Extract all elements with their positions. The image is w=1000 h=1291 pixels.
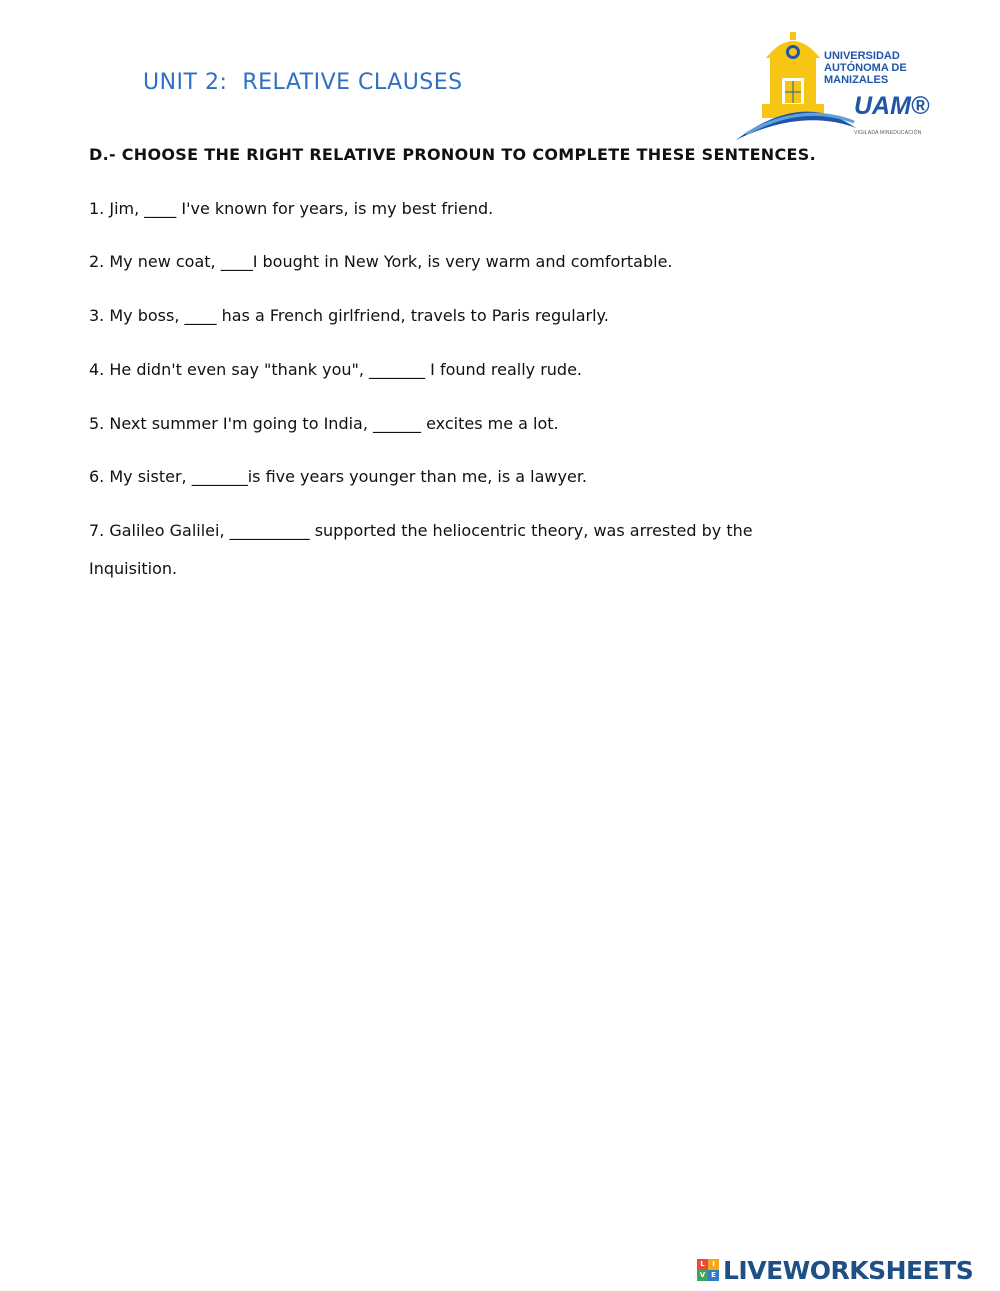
logo-acronym: UAM® <box>854 92 930 120</box>
exercise-item: 5. Next summer I'm going to India, ______ excites me a lot. <box>89 414 559 433</box>
exercise-item: 2. My new coat, ____I bought in New York, is very warm and comfortable. <box>89 252 673 271</box>
university-logo <box>732 30 932 142</box>
exercise-item: 7. Galileo Galilei, __________ supported the heliocentric theory, was arrested by the <box>89 521 753 540</box>
instruction-heading: D.- CHOOSE THE RIGHT RELATIVE PRONOUN TO COMPLETE THESE SENTENCES. <box>89 145 816 164</box>
exercise-item: 4. He didn't even say "thank you", _______ I found really rude. <box>89 360 583 379</box>
liveworksheets-logo-icon <box>697 1259 719 1281</box>
logo-text-line: AUTÓNOMA DE <box>824 62 907 74</box>
exercise-item: 1. Jim, ____ I've known for years, is my best friend. <box>89 199 494 218</box>
logo-text-line: UNIVERSIDAD <box>824 50 900 62</box>
exercise-item: 3. My boss, ____ has a French girlfriend, travels to Paris regularly. <box>89 306 609 325</box>
liveworksheets-wordmark: LIVEWORKSHEETS <box>723 1255 974 1285</box>
exercise-item-continuation: Inquisition. <box>89 559 178 578</box>
badge-letter: V <box>697 1270 708 1281</box>
badge-letter: I <box>708 1259 719 1270</box>
logo-university-name <box>824 50 932 86</box>
badge-letter: E <box>708 1270 719 1281</box>
logo-tagline: VIGILADA MINEDUCACIÓN <box>854 130 922 136</box>
logo-text-line: MANIZALES <box>824 74 889 86</box>
badge-letter: L <box>697 1259 708 1270</box>
liveworksheets-brand <box>697 1252 973 1288</box>
unit-title: UNIT 2: RELATIVE CLAUSES <box>143 70 463 95</box>
exercise-item: 6. My sister, _______is five years younger than me, is a lawyer. <box>89 467 588 486</box>
logo-emblem-icon <box>732 30 932 142</box>
